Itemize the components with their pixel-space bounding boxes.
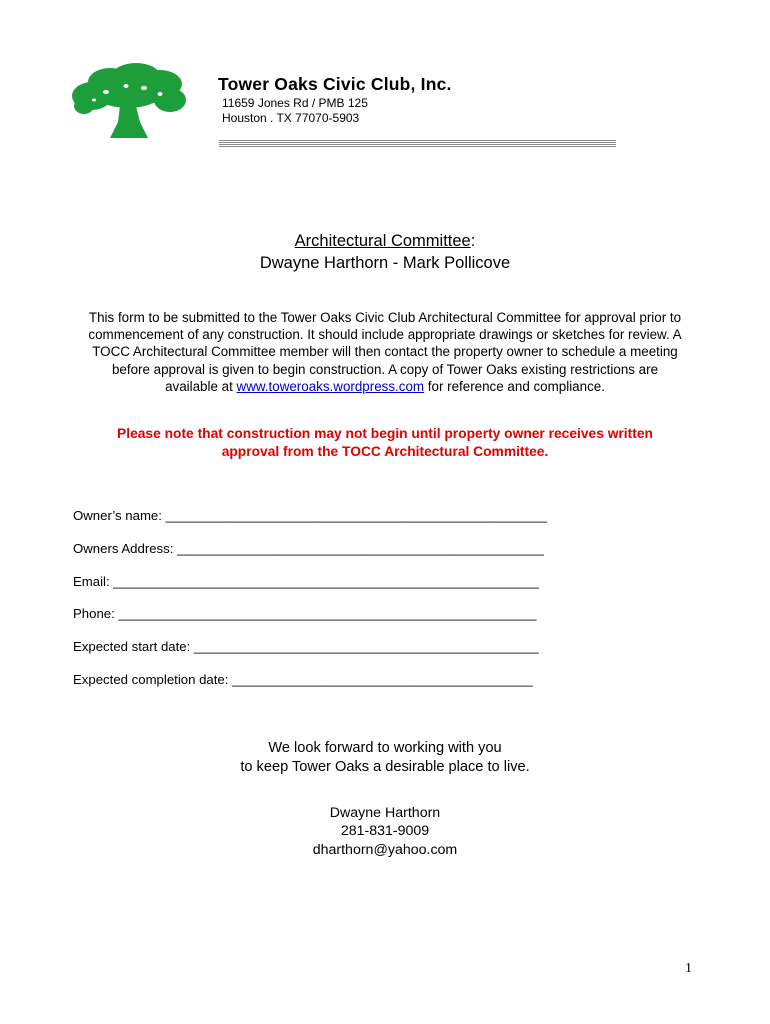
committee-members: Dwayne Harthorn - Mark Pollicove	[259, 254, 511, 272]
closing-line: to keep Tower Oaks a desirable place to live.	[240, 759, 530, 775]
page-number: 1	[685, 961, 692, 976]
committee-title: Architectural Committee	[294, 232, 471, 250]
contact-block	[0, 804, 770, 859]
closing-message	[0, 739, 770, 777]
phone-field[interactable]: Phone: _________________________________________________________	[73, 606, 537, 621]
completion-date-field[interactable]: Expected completion date: _________________________________________	[73, 672, 533, 687]
intro-line: This form to be submitted to the Tower Oaks Civic Club Architectural Committee for approval prior to	[88, 310, 682, 325]
intro-line: TOCC Architectural Committee member will then contact the property owner to schedule a meeting	[92, 344, 678, 360]
owner-name-field[interactable]: Owner’s name: ____________________________________________________	[73, 508, 547, 523]
address-line-1: 11659 Jones Rd / PMB 125	[222, 96, 368, 110]
committee-colon: :	[470, 232, 476, 250]
owner-address-field[interactable]: Owners Address: __________________________________________________	[73, 541, 544, 556]
closing-line: We look forward to working with you	[268, 740, 502, 756]
notice-line: Please note that construction may not begin until property owner receives written	[117, 426, 653, 441]
address-line-2: Houston . TX 77070-5903	[222, 111, 360, 125]
contact-name: Dwayne Harthorn	[329, 805, 441, 821]
committee-heading	[0, 232, 770, 251]
org-name: Tower Oaks Civic Club, Inc.	[218, 74, 452, 94]
intro-paragraph	[0, 309, 770, 395]
intro-line	[0, 378, 770, 395]
construction-notice	[0, 425, 770, 461]
start-date-field[interactable]: Expected start date: _______________________________________________	[73, 639, 539, 654]
intro-line: commencement of any construction. It should include appropriate drawings or sketches for review. A	[88, 327, 682, 343]
contact-phone: 281-831-9009	[340, 823, 430, 840]
email-field[interactable]: Email: __________________________________________________________	[73, 574, 539, 589]
contact-email: dharthorn@yahoo.com	[312, 841, 458, 858]
intro-line: before approval is given to begin construction. A copy of Tower Oaks existing restrictions are	[111, 361, 659, 377]
intro-text: available at	[165, 378, 237, 394]
header-divider	[219, 140, 616, 150]
intro-text: for reference and compliance.	[424, 378, 605, 394]
oak-tree-icon	[70, 62, 188, 142]
website-link[interactable]: www.toweroaks.wordpress.com	[236, 378, 425, 394]
notice-line: approval from the TOCC Architectural Committee.	[221, 444, 549, 459]
